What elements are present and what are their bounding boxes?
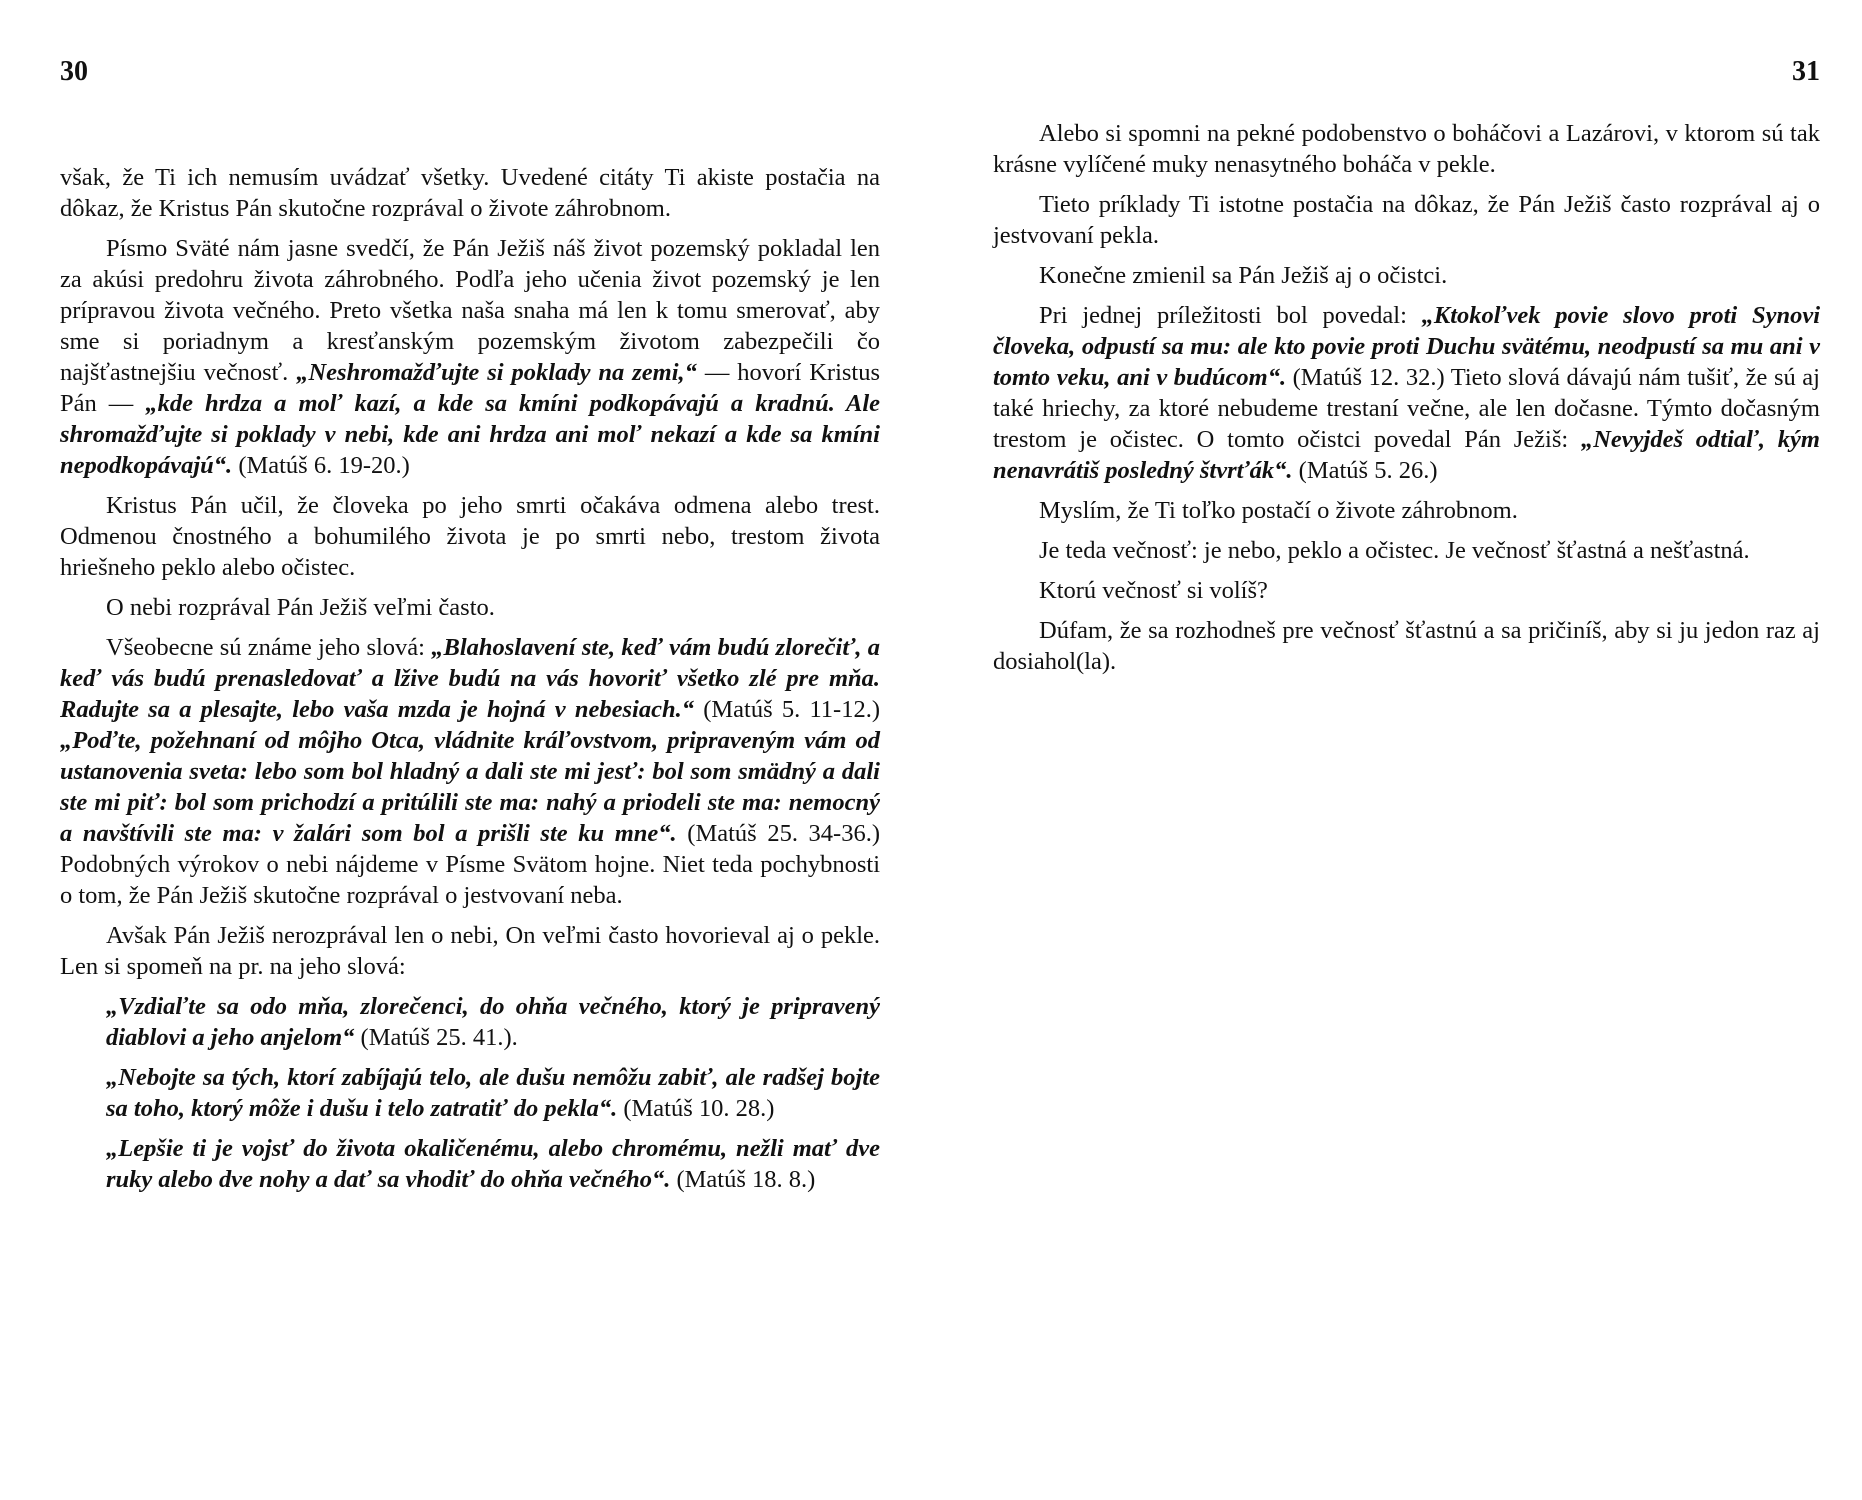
page-text [993, 118, 1820, 686]
scripture-quote: „Neshromažďujte si poklady na zemi,“ [296, 359, 697, 386]
text-run: — hovorí Kristus Pán — [60, 359, 881, 417]
scripture-quote: „kde hrdza a moľ kazí, a kde sa kmíni podkopávajú a kradnú. Ale shromažďujte si poklady v nebi, kde ani hrdza ani moľ nekazí a kde sa kmíni nepodkopávajú“. [60, 390, 880, 479]
text-run: Konečne zmienil sa Pán Ježiš aj o očistci. [1039, 262, 1448, 289]
text-run: O nebi rozprával Pán Ježiš veľmi často. [106, 594, 495, 621]
text-run: (Matúš 25. 41.). [354, 1024, 518, 1051]
page-number: 30 [60, 56, 88, 87]
paragraph [993, 575, 1820, 606]
text-run: (Matúš 6. 19-20.) [232, 452, 410, 479]
text-run: však, že Ti ich nemusím uvádzať všetky. Uvedené citáty Ti akiste postačia na dôkaz, že Kristus Pán skutočne rozprával o živote záhrobnom. [60, 164, 880, 222]
page-text [60, 162, 880, 1204]
paragraph [993, 495, 1820, 526]
paragraph [60, 632, 880, 911]
text-run: (Matúš 25. 34-36.) Podobných výrokov o nebi nájdeme v Písme Svätom hojne. Niet teda pochybnosti o tom, že Pán Ježiš skutočne rozprával o jestvovaní neba. [60, 820, 880, 909]
scripture-quote: „Blahoslavení ste, keď vám budú zlorečiť, a keď vás budú prenasledovať a lžive budú na vás hovoriť všetko zlé pre mňa. Radujte sa a plesajte, lebo vaša mzda je hojná v nebesiach.“ [60, 634, 880, 723]
paragraph [993, 189, 1820, 251]
text-run: Pri jednej príležitosti bol povedal: [1039, 302, 1422, 329]
paragraph [993, 615, 1820, 677]
scripture-quote: „Ktokoľvek povie slovo proti Synovi človeka, odpustí sa mu: ale kto povie proti Duchu svätému, neodpustí sa mu ani v tomto veku, ani v budúcom“. [993, 302, 1821, 391]
text-run: (Matúš 5. 11-12.) [693, 696, 880, 723]
left-page [60, 0, 880, 1500]
text-run: Kristus Pán učil, že človeka po jeho smrti očakáva odmena alebo trest. Odmenou čnostného a bohumilého života je po smrti nebo, trestom života hriešneho peklo alebo očistec. [60, 492, 880, 581]
paragraph [993, 300, 1820, 486]
paragraph [993, 535, 1820, 566]
page-number: 31 [1792, 56, 1820, 87]
scripture-quote: „Lepšie ti je vojsť do života okaličenému, alebo chromému, nežli mať dve ruky alebo dve nohy a dať sa vhodiť do ohňa večného“. [106, 1135, 880, 1193]
text-run: Je teda večnosť: je nebo, peklo a očistec. Je večnosť šťastná a nešťastná. [1039, 537, 1750, 564]
text-run: (Matúš 18. 8.) [670, 1166, 816, 1193]
text-run: Písmo Sväté nám jasne svedčí, že Pán Ježiš náš život pozemský pokladal len za akúsi predohru života záhrobného. Podľa jeho učenia život pozemský je len prípravou života večného. Preto všetka naša snaha má len k tomu smerovať, aby sme si poriadnym a kresťanským pozemským životom zabezpečili čo najšťastnejšiu večnosť. [60, 235, 880, 386]
text-run: (Matúš 5. 26.) [1292, 457, 1438, 484]
paragraph [60, 991, 880, 1053]
paragraph [60, 490, 880, 583]
scripture-quote: „Vzdiaľte sa odo mňa, zlorečenci, do ohňa večného, ktorý je pripravený diablovi a jeho anjelom“ [106, 993, 880, 1051]
paragraph [60, 1133, 880, 1195]
paragraph [993, 118, 1820, 180]
paragraph [60, 592, 880, 623]
scripture-quote: „Nevyjdeš odtiaľ, kým nenavrátiš posledný štvrťák“. [993, 426, 1820, 484]
paragraph [60, 162, 880, 224]
text-run: Všeobecne sú známe jeho slová: [106, 634, 432, 661]
text-run: Tieto príklady Ti istotne postačia na dôkaz, že Pán Ježiš často rozprával aj o jestvovaní pekla. [993, 191, 1820, 249]
text-run: Myslím, že Ti toľko postačí o živote záhrobnom. [1039, 497, 1518, 524]
text-run: Ktorú večnosť si volíš? [1039, 577, 1268, 604]
right-page [993, 0, 1820, 1500]
text-run: (Matúš 10. 28.) [617, 1095, 775, 1122]
text-run: Dúfam, že sa rozhodneš pre večnosť šťastnú a sa pričiníš, aby si ju jedon raz aj dosiahol(la). [993, 617, 1820, 675]
paragraph [993, 260, 1820, 291]
paragraph [60, 233, 880, 481]
scripture-quote: „Nebojte sa tých, ktorí zabíjajú telo, ale dušu nemôžu zabiť, ale radšej bojte sa toho, ktorý môže i dušu i telo zatratiť do pekla“. [106, 1064, 880, 1122]
text-run: (Matúš 12. 32.) Tieto slová dávajú nám tušiť, že sú aj také hriechy, za ktoré nebudeme trestaní večne, ale len dočasne. Týmto dočasným trestom je očistec. O tomto očistci povedal Pán Ježiš: [993, 364, 1820, 453]
paragraph [60, 920, 880, 982]
scripture-quote: „Poďte, požehnaní od môjho Otca, vládnite kráľovstvom, pripraveným vám od ustanovenia sveta: lebo som bol hladný a dali ste mi jesť: bol som smädný a dali ste mi piť: bol som prichodzí a pritúlili ste ma: nahý a priodeli ste ma: nemocný a navštívili ste ma: v žalári som bol a prišli ste ku mne“. [60, 727, 880, 847]
text-run: Avšak Pán Ježiš nerozprával len o nebi, On veľmi často hovorieval aj o pekle. Len si spomeň na pr. na jeho slová: [60, 922, 880, 980]
paragraph [60, 1062, 880, 1124]
text-run: Alebo si spomni na pekné podobenstvo o boháčovi a Lazárovi, v ktorom sú tak krásne vylíčené muky nenasytného boháča v pekle. [993, 120, 1820, 178]
